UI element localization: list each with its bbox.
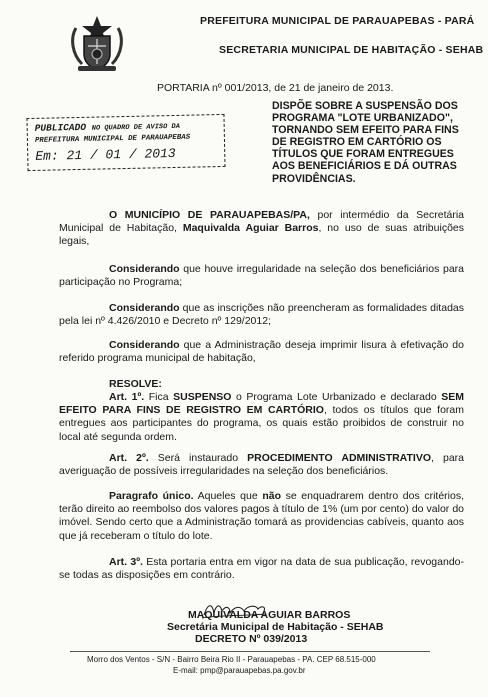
resolve-heading: RESOLVE: xyxy=(109,378,162,390)
ementa-line: TÍTULOS QUE FORAM ENTREGUES xyxy=(272,148,454,161)
signatory-decree: DECRETO Nº 039/2013 xyxy=(195,633,308,645)
considerando-paragraph-2: Considerando que as inscrições não preencheram as formalidades ditadas pela lei nº 4.426/2010 e Decreto nº 129/2012; xyxy=(59,302,464,328)
article-1: Art. 1º. Fica SUSPENSO o Programa Lote Urbanizado e declarado SEM EFEITO PARA FINS DE REGISTRO EM CARTÓRIO, todos os títulos que foram entregues aos participantes do programa, os quais estão proibidos de construir no local até segunda ordem. xyxy=(59,391,465,443)
publication-stamp xyxy=(26,114,225,171)
considerando-paragraph-1: Considerando que houve irregularidade na seleção dos beneficiários para participação no Programa; xyxy=(59,263,464,289)
ementa-line: DISPÕE SOBRE A SUSPENSÃO DOS xyxy=(272,100,458,112)
signatory-title: Secretária Municipal de Habitação - SEHAB xyxy=(167,621,384,633)
footer-address: Morro dos Ventos - S/N - Bairro Beira Rio II - Parauapebas - PA. CEP 68.515-000 xyxy=(87,655,376,664)
ementa-line: DE REGISTRO EM CARTÓRIO OS xyxy=(272,136,442,149)
header-municipality: PREFEITURA MUNICIPAL DE PARAUAPEBAS - PARÁ xyxy=(200,15,475,27)
stamp-prefeitura: PREFEITURA MUNICIPAL DE PARAUAPEBAS xyxy=(34,133,191,145)
signatory-name: MAQUIVALDA AGUIAR BARROS xyxy=(188,609,351,621)
stamp-published: PUBLICADO xyxy=(34,121,87,134)
header-secretariat: SECRETARIA MUNICIPAL DE HABITAÇÃO - SEHAB xyxy=(219,44,484,56)
ementa-line: AOS BENEFICIÁRIOS E DÁ OUTRAS xyxy=(272,160,457,173)
ementa-line: TORNANDO SEM EFEITO PARA FINS xyxy=(272,124,459,137)
article-2: Art. 2º. Será instaurado PROCEDIMENTO ADMINISTRATIVO, para averiguação de possíveis irregularidades na seleção dos beneficiários. xyxy=(59,452,464,478)
municipal-coat-of-arms xyxy=(68,14,126,74)
portaria-title: PORTARIA nº 001/2013, de 21 de janeiro de 2013. xyxy=(157,82,394,94)
stamp-board-text: NO QUADRO DE AVISO DA xyxy=(91,122,181,133)
article-3: Art. 3º. Esta portaria entra em vigor na data de sua publicação, revogando-se todas as disposições em contrário. xyxy=(59,556,464,582)
preamble-paragraph: O MUNICÍPIO DE PARAUAPEBAS/PA, por intermédio da Secretária Municipal de Habitação, Maquivalda Aguiar Barros, no uso de suas atribuições legais, xyxy=(59,209,464,248)
ementa-line: PROGRAMA "LOTE URBANIZADO", xyxy=(272,112,453,125)
footer-email: E-mail: pmp@parauapebas.pa.gov.br xyxy=(173,666,306,675)
stamp-date: Em: 21 / 01 / 2013 xyxy=(35,145,176,164)
ementa xyxy=(272,100,477,185)
paragrafo-unico: Paragrafo único. Aqueles que não se enquadrarem dentro dos critérios, terão direito ao reembolso dos valores pagos à título de 1% (um por cento) do valor do imóvel. Sendo certo que a Administração tomará as providencias cabíveis, quanto aos que já receberam o título do lote. xyxy=(59,490,464,542)
considerando-paragraph-3: Considerando que a Administração deseja imprimir lisura à efetivação do referido programa municipal de habitação, xyxy=(59,339,464,365)
footer-divider xyxy=(70,651,430,652)
ementa-line: PROVIDÊNCIAS. xyxy=(272,172,356,185)
